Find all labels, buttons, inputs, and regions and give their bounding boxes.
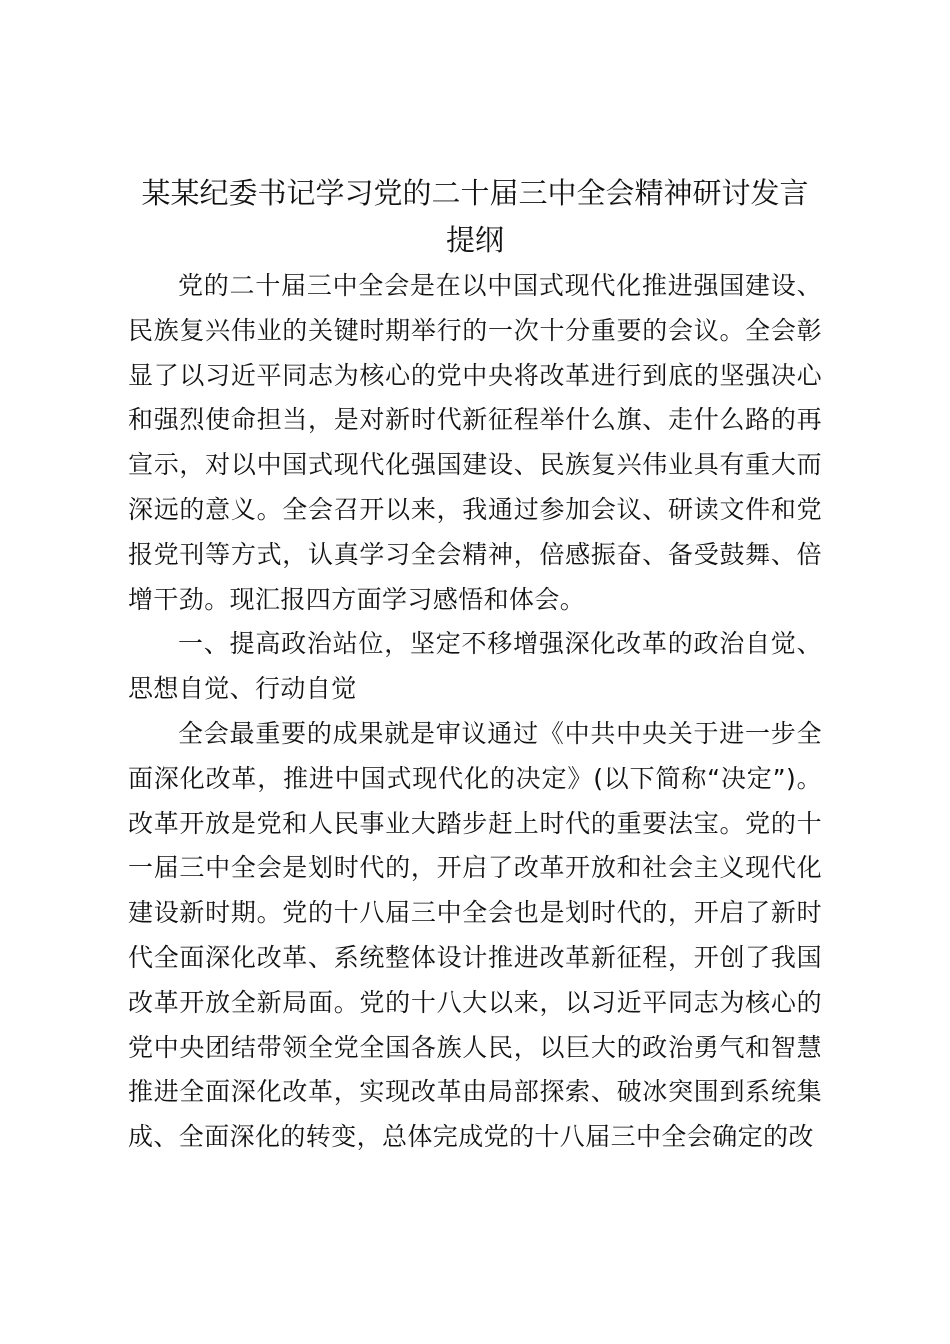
- document-page: [128, 170, 822, 1160]
- document-title: 某某纪委书记学习党的二十届三中全会精神研讨发言提纲: [141, 176, 809, 257]
- paragraph-section-1: 全会最重要的成果就是审议通过《中共中央关于进一步全面深化改革，推进中国式现代化的决定》(以下简称“决定”)。改革开放是党和人民事业大踏步赶上时代的重要法宝。党的十一届三中全会是划时代的，开启了改革开放和社会主义现代化建设新时期。党的十八届三中全会也是划时代的，开启了新时代全面深化改革、系统整体设计推进改革新征程，开创了我国改革开放全新局面。党的十八大以来，以习近平同志为核心的党中央团结带领全党全国各族人民，以巨大的政治勇气和智慧推进全面深化改革，实现改革由局部探索、破冰突围到系统集成、全面深化的转变，总体完成党的十八届三中全会确定的改: [128, 718, 822, 1152]
- document-body: [128, 264, 822, 1160]
- section-heading-1: 一、提高政治站位，坚定不移增强深化改革的政治自觉、思想自觉、行动自觉: [128, 629, 822, 704]
- paragraph-intro: 党的二十届三中全会是在以中国式现代化推进强国建设、民族复兴伟业的关键时期举行的一次十分重要的会议。全会彰显了以习近平同志为核心的党中央将改革进行到底的坚强决心和强烈使命担当，是对新时代新征程举什么旗、走什么路的再宣示，对以中国式现代化强国建设、民族复兴伟业具有重大而深远的意义。全会召开以来，我通过参加会议、研读文件和党报党刊等方式，认真学习全会精神，倍感振奋、备受鼓舞、倍增干劲。现汇报四方面学习感悟和体会。: [128, 271, 822, 614]
